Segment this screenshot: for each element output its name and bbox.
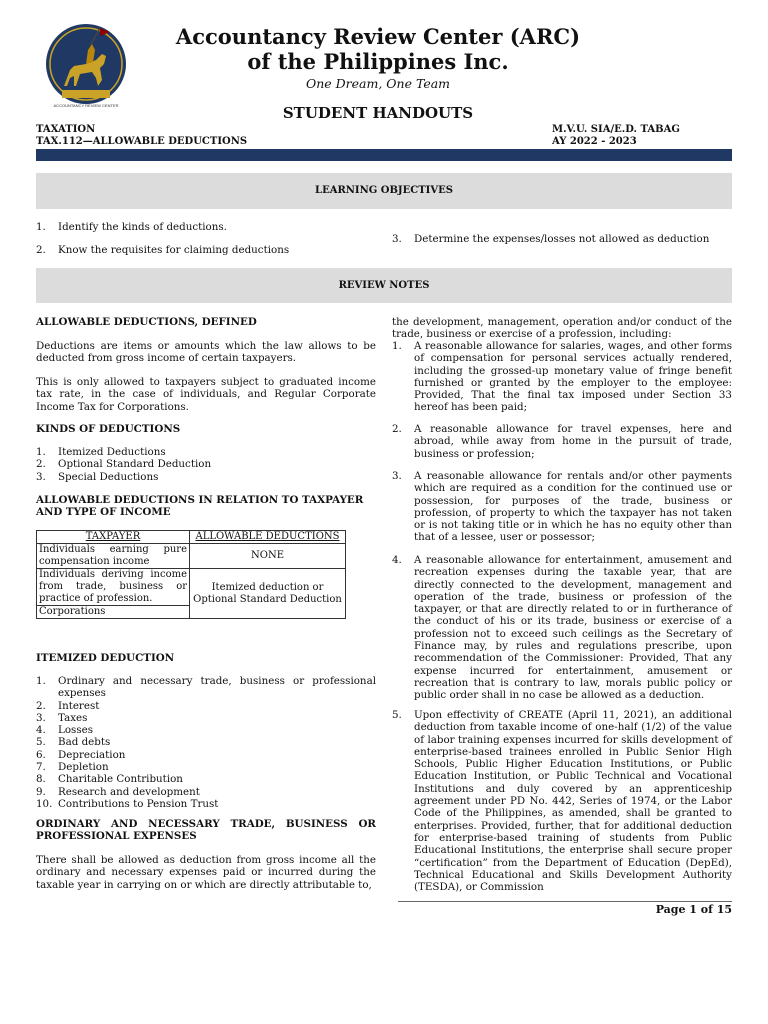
- table-cell-itemized-osd: Itemized deduction or Optional Standard Deduction: [190, 569, 346, 619]
- logo-caption: ACCOUNTANCY REVIEW CENTER: [53, 103, 119, 108]
- list-number: 2.: [36, 458, 46, 471]
- heading-kinds: KINDS OF DEDUCTIONS: [36, 423, 181, 435]
- authors-label: M.V.U. SIA/E.D. TABAG: [552, 124, 680, 135]
- objective-text: Determine the expenses/losses not allowed as deduction: [414, 233, 710, 245]
- arc-logo: [40, 20, 132, 112]
- paragraph-only-allowed: This is only allowed to taxpayers subject to graduated income tax rate, in the case of individuals, and Regular Corporate Income Tax for Corporations.: [36, 376, 376, 413]
- org-title-line1: Accountancy Review Center (ARC): [175, 24, 581, 49]
- deduction-item-3: [392, 470, 732, 544]
- list-number: 2.: [392, 423, 402, 435]
- review-notes-banner: REVIEW NOTES: [36, 268, 732, 303]
- list-item: [36, 675, 376, 700]
- list-number: 10.: [36, 797, 53, 810]
- list-text: Special Deductions: [58, 470, 159, 483]
- table-cell-none: NONE: [190, 544, 346, 569]
- list-item: [36, 736, 376, 748]
- list-text: A reasonable allowance for rentals and/or other payments which are required as a condition for the continued use or possession, for purposes of the trade, business or profession, of property to which the taxpayer has not taken or is not taking title or in which he has no equity other than that of a lessee, user or possessor;: [414, 470, 732, 544]
- heading-defined: ALLOWABLE DEDUCTIONS, DEFINED: [36, 316, 257, 328]
- heading-relation: ALLOWABLE DEDUCTIONS IN RELATION TO TAXPAYER AND TYPE OF INCOME: [36, 494, 364, 519]
- list-text: Contributions to Pension Trust: [58, 797, 219, 810]
- paragraph-defined: Deductions are items or amounts which the law allows to be deducted from gross income of certain taxpayers.: [36, 340, 376, 365]
- deduction-item-1: [392, 340, 732, 414]
- org-title: [140, 24, 616, 74]
- deduction-item-5: [392, 709, 732, 893]
- footer-divider: [398, 901, 732, 902]
- table-row: [37, 569, 346, 606]
- deduction-item-4: [392, 554, 732, 702]
- list-number: 5.: [36, 736, 46, 749]
- objective-number: 2.: [36, 244, 46, 256]
- list-item: [36, 446, 376, 458]
- list-text: Depreciation: [58, 748, 126, 761]
- list-number: 1.: [392, 340, 402, 352]
- list-text: Ordinary and necessary trade, business or professional expenses: [58, 675, 376, 700]
- topic-label: TAX.112—ALLOWABLE DEDUCTIONS: [36, 136, 248, 147]
- tagline: One Dream, One Team: [305, 76, 451, 91]
- list-text: A reasonable allowance for travel expenses, here and abroad, while away from home in the pursuit of trade, business or profession;: [414, 423, 732, 460]
- page-number: Page 1 of 15: [655, 903, 732, 916]
- table-header-row: [37, 531, 346, 544]
- list-item: [36, 724, 376, 736]
- list-text: Itemized Deductions: [58, 446, 166, 458]
- list-text: Charitable Contribution: [58, 773, 183, 786]
- taxpayer-table: [36, 530, 346, 619]
- objective-text: Know the requisites for claiming deductions: [58, 244, 290, 256]
- list-item: [36, 749, 376, 761]
- table-cell-compensation: Individuals earning pure compensation income: [37, 544, 190, 569]
- objective-3: [392, 233, 732, 245]
- list-number: 4.: [392, 554, 402, 566]
- list-item: [36, 798, 376, 810]
- handouts-title: STUDENT HANDOUTS: [282, 104, 474, 122]
- org-title-line2: of the Philippines Inc.: [247, 49, 509, 74]
- objective-2: [36, 244, 376, 256]
- list-number: 3.: [36, 470, 46, 483]
- list-number: 3.: [36, 711, 46, 724]
- list-text: Optional Standard Deduction: [58, 458, 212, 471]
- table-row: [37, 544, 346, 569]
- list-text: Research and development: [58, 785, 200, 798]
- table-cell-business: Individuals deriving income from trade, business or practice of profession.: [37, 569, 190, 606]
- list-text: Depletion: [58, 761, 109, 774]
- list-item: [36, 700, 376, 712]
- table-cell-corporations: Corporations: [37, 606, 190, 619]
- heading-ordinary: ORDINARY AND NECESSARY TRADE, BUSINESS OR PROFESSIONAL EXPENSES: [36, 818, 376, 843]
- list-number: 1.: [36, 675, 46, 687]
- list-number: 2.: [36, 699, 46, 712]
- subject-label: TAXATION: [36, 124, 96, 135]
- list-item: [36, 773, 376, 785]
- list-text: A reasonable allowance for salaries, wages, and other forms of compensation for personal services actually rendered, including the grossed-up monetary value of fringe benefit furnished or granted by the employer to the employee: Provided, That the final tax imposed under Section 33 hereof has been paid;: [414, 340, 732, 414]
- deduction-item-2: [392, 423, 732, 460]
- list-number: 6.: [36, 748, 46, 761]
- list-number: 1.: [36, 446, 46, 458]
- list-item: [36, 471, 376, 483]
- objective-1: [36, 221, 376, 233]
- list-number: 4.: [36, 724, 46, 737]
- list-text: Bad debts: [58, 736, 111, 749]
- objective-text: Identify the kinds of deductions.: [58, 221, 227, 233]
- objective-number: 1.: [36, 221, 46, 233]
- list-text: Taxes: [58, 711, 88, 724]
- itemized-list: [36, 675, 376, 810]
- list-item: [36, 786, 376, 798]
- kinds-list: [36, 446, 376, 483]
- year-label: AY 2022 - 2023: [552, 136, 637, 147]
- list-text: A reasonable allowance for entertainment, amusement and recreation expenses during the taxable year, that are directly connected to the development, management and operation of the trade, business or profession of the taxpayer, or that are directly related to or in furtherance of the conduct of his or its trade, business or exercise of a profession not to exceed such ceilings as the Secretary of Finance may, by rules and regulations prescribe, upon recommendation of the Commissioner: Provided, That any expense incurred for entertainment, amusement or recreation that is contrary to law, morals public policy or public order shall in no case be allowed as a deduction.: [414, 554, 732, 702]
- list-text: Interest: [58, 699, 100, 712]
- paragraph-ordinary: There shall be allowed as deduction from gross income all the ordinary and necessary expenses paid or incurred during the taxable year in carrying on or which are directly attributable to,: [36, 854, 376, 891]
- objective-number: 3.: [392, 233, 402, 245]
- list-text: Upon effectivity of CREATE (April 11, 2021), an additional deduction from taxable income of one-half (1/2) of the value of labor training expenses incurred for skills development of enterprise-based trainees enrolled in Public Senior High Schools, Public Higher Education Institutions, or Public Education Institution, or Public Technical and Vocational Institutions and duly covered by an apprenticeship agreement under PD No. 442, Series of 1974, or the Labor Code of the Philippines, as amended, shall be granted to enterprises. Provided, further, that for additional deduction for enterprise-based training of students from Public Educational Institutions, the enterprise shall secure proper “certification” from the Department of Education (DepEd), Technical Educational and Skills Development Authority (TESDA), or Commission: [414, 709, 732, 894]
- list-number: 5.: [392, 709, 402, 721]
- learning-objectives-banner: LEARNING OBJECTIVES: [36, 173, 732, 209]
- list-text: Losses: [58, 724, 93, 737]
- list-number: 8.: [36, 773, 46, 786]
- list-number: 7.: [36, 761, 46, 774]
- list-number: 9.: [36, 785, 46, 798]
- list-item: [36, 712, 376, 724]
- list-item: [36, 761, 376, 773]
- paragraph-intro: the development, management, operation and/or conduct of the trade, business or exercise of a profession, including:: [392, 316, 732, 341]
- list-item: [36, 458, 376, 470]
- header-divider-bar: [36, 149, 732, 161]
- heading-itemized: ITEMIZED DEDUCTION: [36, 652, 175, 664]
- table-header-deductions: ALLOWABLE DEDUCTIONS: [190, 531, 346, 544]
- table-header-taxpayer: TAXPAYER: [37, 531, 190, 544]
- list-number: 3.: [392, 470, 402, 482]
